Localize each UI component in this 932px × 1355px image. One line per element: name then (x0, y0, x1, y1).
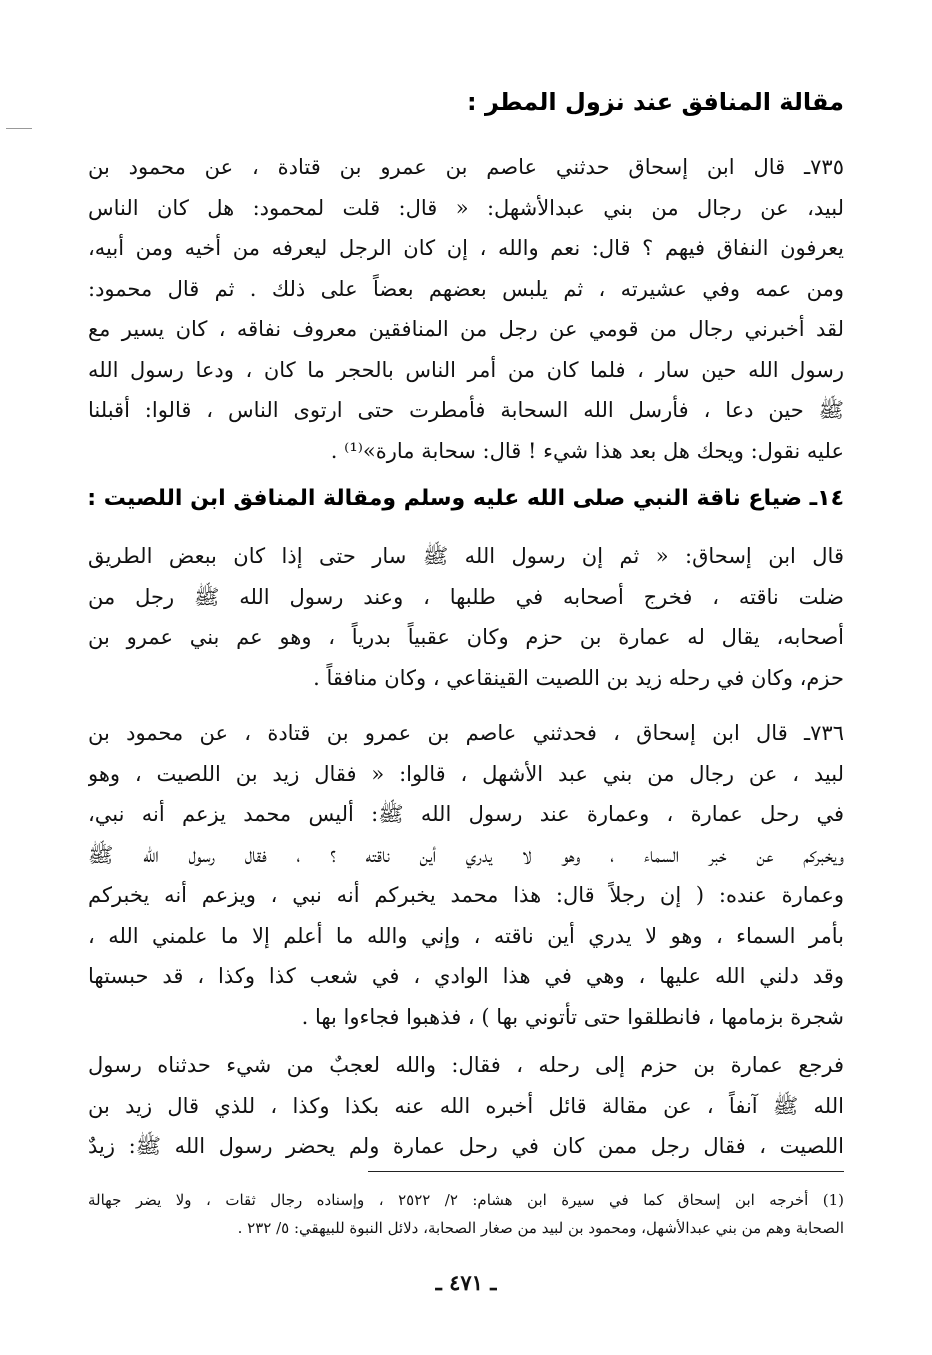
text-line: اللصيت ، فقال رجل ممن كان في رحل عمارة ولم يحضر رسول الله ﷺ: زيدٌ (88, 1134, 844, 1158)
text-line: لبيد، عن رجال من بني عبدالأشهل: « قال: قلت لمحمود: هل كان الناس (88, 195, 844, 220)
footnote-line: الصحابة وهم من بني عبدالأشهل، ومحمود بن لبيد من صغار الصحابة، دلائل النبوة للبيهقي: ٥/ ٢٣٢ . (237, 1219, 844, 1237)
text-line: عليه نقول: ويحك هل بعد هذا شيء ! قال: سحابة مارة»⁽¹⁾ . (330, 438, 844, 463)
paragraph-736 (88, 713, 844, 1037)
text-line: ومن عمه وفي عشيرته ، ثم يلبس بعضهم بعضاً على ذلك . ثم قال محمود: (88, 276, 844, 301)
text-line: ضلت ناقته ، فخرج أصحابه في طلبها ، وعند رسول الله ﷺ رجل من (88, 584, 844, 609)
paragraph-735 (88, 147, 844, 471)
text-line: ﷺ حين دعا ، فأرسل الله السحابة فأمطرت حتى ارتوى الناس ، قالوا: أقبلنا (88, 398, 844, 422)
text-line: حزم، وكان في رحله زيد بن اللصيت القينقاعي ، وكان منافقاً . (313, 665, 844, 690)
section-heading-hypocrite-rain: مقالة المنافق عند نزول المطر : (467, 88, 844, 116)
paragraph-return (88, 1045, 844, 1167)
text-line: لقد أخبرني رجال من قومي عن رجل من المنافقين معروف نفاقه ، كان يسير مع (88, 317, 844, 341)
text-line: رسول الله حين سار ، فلما كان من أمر الناس بالحجر ما كان ، ودعا رسول الله (88, 357, 844, 382)
footnote (88, 1186, 844, 1242)
text-line: شجرة بزمامها ، فانطلقوا حتى تأتوني بها ) ، فذهبوا فجاءوا بها . (301, 1004, 844, 1029)
page-number: ـ ٤٧١ ـ (435, 1270, 497, 1295)
text-line: أصحابه، يقال له عمارة بن حزم وكان عقبياً بدرياً ، وهو عم بني عمرو بن (88, 625, 844, 649)
text-line: ويخبركم عن خبر السماء ، وهو لا يدري أين ناقته ؟ ، فقال رسول الله ﷺ (88, 842, 844, 867)
text-line: وقد دلني الله عليها ، وهي في هذا الوادي ، في شعب كذا وكذا ، قد حبستها (88, 964, 844, 988)
text-line: ٧٣٥ـ قال ابن إسحاق حدثني عاصم بن عمرو بن قتادة ، عن محمود بن (88, 155, 844, 179)
text-line: لبيد ، عن رجال من بني عبد الأشهل ، قالوا: « فقال زيد بن اللصيت ، وهو (88, 761, 844, 786)
text-line: وعمارة عنده: ( إن رجلاً قال: هذا محمد يخبركم أنه نبي ، ويزعم أنه يخبركم (88, 883, 844, 907)
text-line: الله ﷺ آنفاً ، عن مقالة قائل أخبره الله عنه بكذا وكذا ، للذي قال زيد بن (88, 1093, 844, 1118)
text-line: يعرفون النفاق فيهم ؟ قال: نعم والله ، إن كان الرجل ليعرفه من أخيه ومن أبيه، (88, 236, 844, 260)
footnote-separator (368, 1171, 844, 1172)
text-line: ٧٣٦ـ قال ابن إسحاق ، فحدثني عاصم بن عمرو بن قتادة ، عن محمود بن (88, 721, 844, 745)
text-line: في رحل عمارة ، وعمارة عند رسول الله ﷺ: أليس محمد يزعم أنه نبي، (88, 802, 844, 826)
text-line: بأمر السماء ، وهو لا يدري أين ناقته ، وإني والله ما أعلم إلا ما علمني الله ، (88, 923, 844, 948)
section-heading-lost-camel: ١٤ـ ضياع ناقة النبي صلى الله عليه وسلم ومقالة المنافق ابن اللصيت : (87, 486, 844, 511)
text-line: قال ابن إسحاق: « ثم إن رسول الله ﷺ سار حتى إذا كان ببعض الطريق (88, 544, 844, 568)
text-line: فرجع عمارة بن حزم إلى رحله ، فقال: والله لعجبٌ من شيء حدثناه رسول (88, 1053, 844, 1077)
paragraph-lost-camel (88, 536, 844, 698)
margin-mark (6, 128, 32, 129)
footnote-line: (1) أخرجه ابن إسحاق كما في سيرة ابن هشام: ٢/ ٢٥٢٢ ، وإسناده رجال ثقات ، ولا يضر جهالة (88, 1191, 844, 1209)
